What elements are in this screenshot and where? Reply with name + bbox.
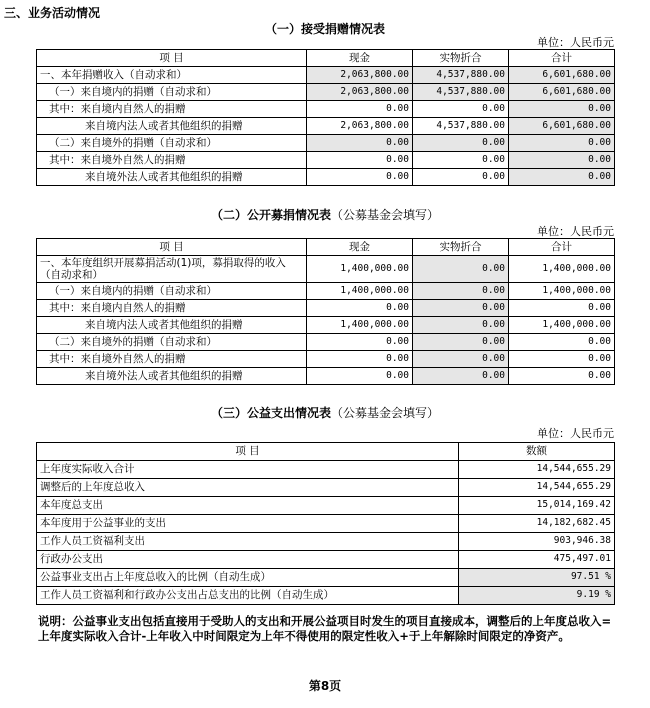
total-cell: 0.00 — [509, 152, 615, 169]
table-row — [37, 67, 615, 84]
table-row — [37, 256, 615, 283]
cash-cell: 0.00 — [307, 135, 413, 152]
goods-cell: 4,537,880.00 — [413, 118, 509, 135]
row-label: 来自境内法人或者其他组织的捐赠 — [37, 118, 307, 135]
row-label: 来自境外法人或者其他组织的捐赠 — [37, 368, 307, 385]
amount-cell: 15,014,169.42 — [459, 497, 615, 515]
header-item: 项 目 — [37, 50, 307, 67]
cash-cell: 1,400,000.00 — [307, 256, 413, 283]
header-item: 项 目 — [37, 443, 459, 461]
row-label: （二）来自境外的捐赠（自动求和） — [37, 135, 307, 152]
goods-cell: 0.00 — [413, 169, 509, 186]
table3-title — [0, 404, 650, 421]
goods-cell: 0.00 — [413, 300, 509, 317]
public-fundraising-table — [36, 238, 615, 385]
row-label: 其中：来自境外自然人的捐赠 — [37, 351, 307, 368]
goods-cell: 0.00 — [413, 256, 509, 283]
header-goods: 实物折合 — [413, 239, 509, 256]
cash-cell: 0.00 — [307, 169, 413, 186]
row-label: 来自境外法人或者其他组织的捐赠 — [37, 169, 307, 186]
total-cell: 6,601,680.00 — [509, 118, 615, 135]
table-row — [37, 569, 615, 587]
goods-cell: 4,537,880.00 — [413, 67, 509, 84]
table-row — [37, 515, 615, 533]
row-label: （二）来自境外的捐赠（自动求和） — [37, 334, 307, 351]
section-title: 三、业务活动情况 — [4, 6, 101, 20]
table-row — [37, 368, 615, 385]
amount-cell: 9.19 % — [459, 587, 615, 605]
goods-cell: 0.00 — [413, 152, 509, 169]
explanatory-note: 说明：公益事业支出包括直接用于受助人的支出和开展公益项目时发生的项目直接成本，调整后的上年度总收入=上年度实际收入合计-上年收入中时间限定为上年不得使用的限定性收入+于上年解除时间限定的净资产。 — [38, 614, 612, 643]
goods-cell: 4,537,880.00 — [413, 84, 509, 101]
row-label: 来自境内法人或者其他组织的捐赠 — [37, 317, 307, 334]
total-cell: 0.00 — [509, 368, 615, 385]
table-row — [37, 283, 615, 300]
table-row — [37, 152, 615, 169]
row-label: 调整后的上年度总收入 — [37, 479, 459, 497]
total-cell: 1,400,000.00 — [509, 256, 615, 283]
table-row — [37, 497, 615, 515]
table-row — [37, 84, 615, 101]
cash-cell: 0.00 — [307, 351, 413, 368]
table-row — [37, 479, 615, 497]
row-label: 本年度总支出 — [37, 497, 459, 515]
row-label: 一、本年捐赠收入（自动求和） — [37, 67, 307, 84]
table-row — [37, 587, 615, 605]
table-row — [37, 118, 615, 135]
table-row — [37, 351, 615, 368]
table-row — [37, 317, 615, 334]
amount-cell: 14,544,655.29 — [459, 461, 615, 479]
cash-cell: 0.00 — [307, 152, 413, 169]
row-label: 工作人员工资福利支出 — [37, 533, 459, 551]
total-cell: 0.00 — [509, 135, 615, 152]
cash-cell: 2,063,800.00 — [307, 67, 413, 84]
cash-cell: 2,063,800.00 — [307, 118, 413, 135]
goods-cell: 0.00 — [413, 283, 509, 300]
header-cash: 现金 — [307, 50, 413, 67]
table2-title-main: （二）公开募捐情况表 — [210, 208, 331, 222]
row-label: 其中：来自境内自然人的捐赠 — [37, 300, 307, 317]
table-row — [37, 300, 615, 317]
table3-unit: 单位：人民币元 — [537, 427, 614, 440]
total-cell: 0.00 — [509, 334, 615, 351]
donation-table — [36, 49, 615, 186]
cash-cell: 0.00 — [307, 101, 413, 118]
goods-cell: 0.00 — [413, 101, 509, 118]
table-row — [37, 334, 615, 351]
header-amount: 数额 — [459, 443, 615, 461]
row-label: 其中：来自境外自然人的捐赠 — [37, 152, 307, 169]
table-row — [37, 551, 615, 569]
amount-cell: 97.51 % — [459, 569, 615, 587]
header-item: 项 目 — [37, 239, 307, 256]
table3-subtitle: （公募基金会填写） — [331, 406, 440, 420]
cash-cell: 1,400,000.00 — [307, 317, 413, 334]
cash-cell: 0.00 — [307, 300, 413, 317]
table-row — [37, 135, 615, 152]
cash-cell: 0.00 — [307, 334, 413, 351]
amount-cell: 903,946.38 — [459, 533, 615, 551]
total-cell: 6,601,680.00 — [509, 84, 615, 101]
total-cell: 0.00 — [509, 101, 615, 118]
table-header-row — [37, 50, 615, 67]
table2-title — [0, 206, 650, 223]
cash-cell: 0.00 — [307, 368, 413, 385]
table-row — [37, 461, 615, 479]
public-welfare-expense-table — [36, 442, 615, 605]
header-total: 合计 — [509, 50, 615, 67]
total-cell: 1,400,000.00 — [509, 283, 615, 300]
goods-cell: 0.00 — [413, 317, 509, 334]
row-label: 公益事业支出占上年度总收入的比例（自动生成） — [37, 569, 459, 587]
cash-cell: 2,063,800.00 — [307, 84, 413, 101]
row-label: 其中：来自境内自然人的捐赠 — [37, 101, 307, 118]
table1-unit: 单位：人民币元 — [537, 36, 614, 49]
total-cell: 6,601,680.00 — [509, 67, 615, 84]
table2-unit: 单位：人民币元 — [537, 225, 614, 238]
amount-cell: 14,544,655.29 — [459, 479, 615, 497]
header-total: 合计 — [509, 239, 615, 256]
total-cell: 0.00 — [509, 300, 615, 317]
row-label: 行政办公支出 — [37, 551, 459, 569]
row-label: （一）来自境内的捐赠（自动求和） — [37, 283, 307, 300]
goods-cell: 0.00 — [413, 368, 509, 385]
table3-title-main: （三）公益支出情况表 — [210, 406, 331, 420]
table-row — [37, 533, 615, 551]
goods-cell: 0.00 — [413, 135, 509, 152]
row-label: 上年度实际收入合计 — [37, 461, 459, 479]
row-label: 本年度用于公益事业的支出 — [37, 515, 459, 533]
total-cell: 0.00 — [509, 351, 615, 368]
amount-cell: 14,182,682.45 — [459, 515, 615, 533]
row-label: （一）来自境内的捐赠（自动求和） — [37, 84, 307, 101]
total-cell: 0.00 — [509, 169, 615, 186]
goods-cell: 0.00 — [413, 334, 509, 351]
header-cash: 现金 — [307, 239, 413, 256]
cash-cell: 1,400,000.00 — [307, 283, 413, 300]
page-number: 第8页 — [308, 679, 342, 693]
total-cell: 1,400,000.00 — [509, 317, 615, 334]
table-row — [37, 169, 615, 186]
row-label: 工作人员工资福利和行政办公支出占总支出的比例（自动生成） — [37, 587, 459, 605]
table1-title: （一）接受捐赠情况表 — [264, 22, 385, 36]
header-goods: 实物折合 — [413, 50, 509, 67]
amount-cell: 475,497.01 — [459, 551, 615, 569]
table2-subtitle: （公募基金会填写） — [331, 208, 440, 222]
goods-cell: 0.00 — [413, 351, 509, 368]
table-row — [37, 101, 615, 118]
row-label: 一、本年度组织开展募捐活动(1)项，募捐取得的收入（自动求和） — [37, 256, 307, 283]
table-header-row — [37, 443, 615, 461]
table-header-row — [37, 239, 615, 256]
